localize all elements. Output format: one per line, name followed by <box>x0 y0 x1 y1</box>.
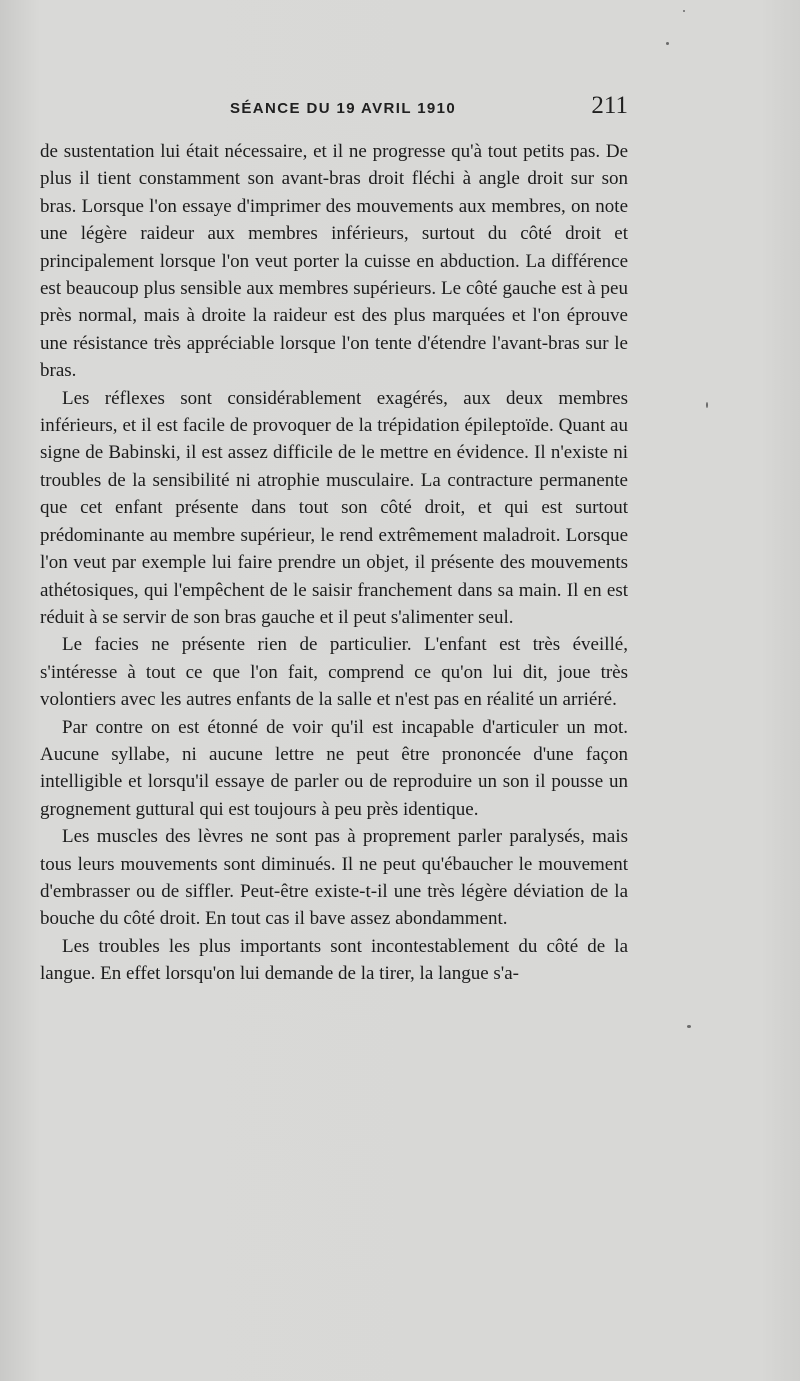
paragraph-facies: Le facies ne présente rien de particulier. L'enfant est très éveillé, s'intéresse à tout ce que l'on fait, comprend ce qu'on lui dit, joue très volontiers avec les autres enfants de la salle et n'est pas en réalité un arriéré. <box>40 634 628 711</box>
speck <box>687 1025 691 1028</box>
speck <box>706 402 708 408</box>
paragraph-articulation: Par contre on est étonné de voir qu'il est incapable d'articuler un mot. Aucune syllabe, ni aucune lettre ne peut être prononcée d'une façon intelligible et lorsqu'il essaye de parler ou de reproduire un son il pousse un grognement guttural qui est toujours à peu près identique. <box>40 716 628 820</box>
page-number: 211 <box>591 92 628 119</box>
running-head <box>40 92 628 128</box>
paragraph-continued: de sustentation lui était nécessaire, et il ne progresse qu'à tout petits pas. De plus il tient constamment son avant-bras droit fléchi à angle droit sur son bras. Lorsque l'on essaye d'imprimer des mouvements aux membres, on note une légère raideur aux membres inférieurs, surtout du côté droit et principalement lorsque l'on veut porter la cuisse en abduction. La différence est beaucoup plus sensible aux membres supérieurs. Le côté gauche est à peu près normal, mais à droite la raideur est des plus marquées et l'on éprouve une résistance très appréciable lorsque l'on tente d'étendre l'avant-bras sur le bras. <box>40 141 628 382</box>
body-text <box>40 138 628 988</box>
paragraph-lips: Les muscles des lèvres ne sont pas à proprement parler paralysés, mais tous leurs mouvements sont diminués. Il ne peut qu'ébaucher le mouvement d'embrasser ou de siffler. Peut-être existe-t-il une très légère déviation de la bouche du côté droit. En tout cas il bave assez abondamment. <box>40 826 628 930</box>
speck <box>683 10 685 12</box>
running-title: SÉANCE DU 19 AVRIL 1910 <box>230 100 457 117</box>
paragraph-tongue: Les troubles les plus importants sont incontestablement du côté de la langue. En effet lorsqu'on lui demande de la tirer, la langue s'a- <box>40 935 628 985</box>
paragraph-reflexes: Les réflexes sont considérablement exagérés, aux deux membres inférieurs, et il est facile de provoquer de la trépidation épileptoïde. Quant au signe de Babinski, il est assez difficile de le mettre en évidence. Il n'existe ni troubles de la sensibilité ni atrophie musculaire. La contracture permanente que cet enfant présente dans tout son côté droit, et qui est surtout prédominante au membre supérieur, le rend extrêmement maladroit. Lorsque l'on veut par exemple lui faire prendre un objet, il présente des mouvements athétosiques, qui l'empêchent de le saisir franchement dans sa main. Il en est réduit à se servir de son bras gauche et il peut s'alimenter seul. <box>40 387 628 628</box>
speck <box>666 42 669 45</box>
